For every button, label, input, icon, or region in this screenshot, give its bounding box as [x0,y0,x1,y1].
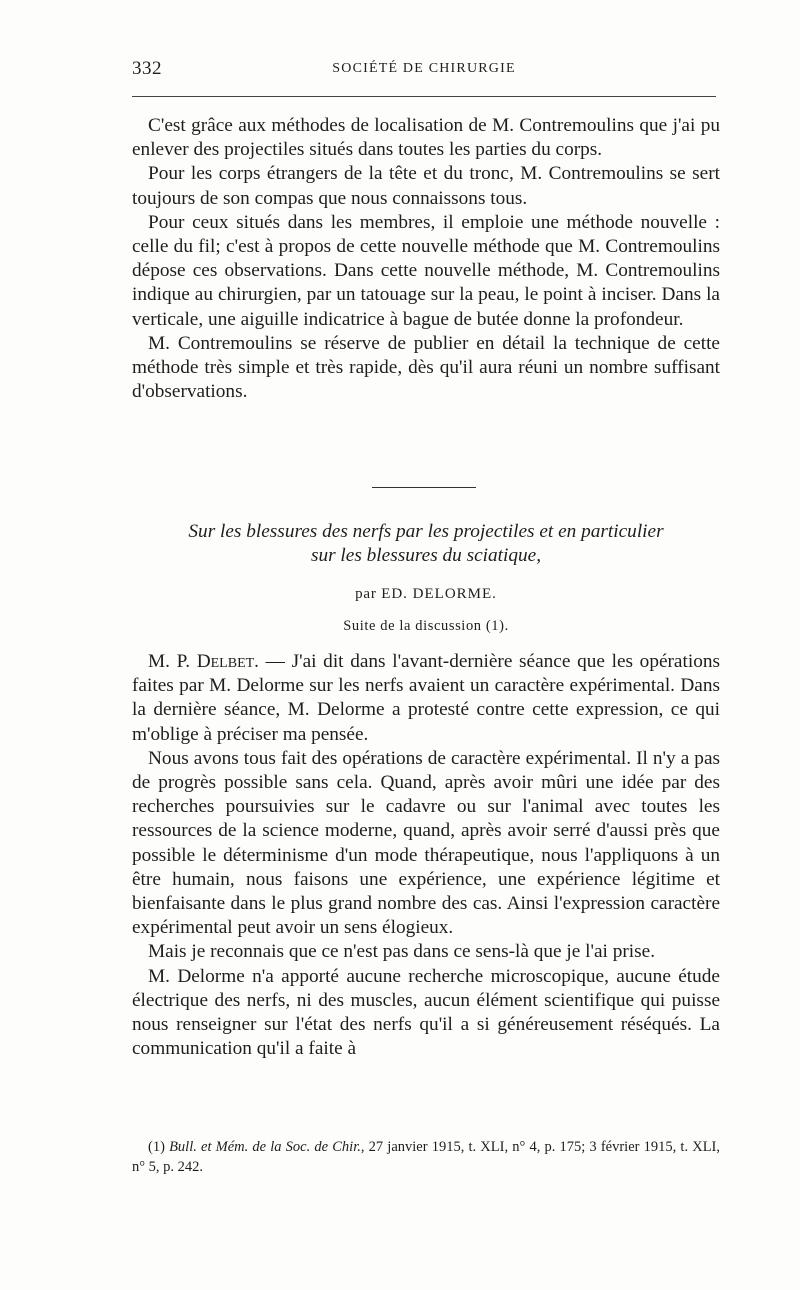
top-section [132,114,720,404]
section-separator [372,487,476,488]
paragraph: Pour ceux situés dans les membres, il emploie une méthode nouvelle : celle du fil; c'est à propos de cette nouvelle méthode que M. Contremoulins dépose ces observations. Dans cette nouvelle méthode, M. Contremoulins indique au chirurgien, par un tatouage sur la peau, le point à inciser. Dans la verticale, une aiguille indicatrice à bague de butée donne la profondeur. [132,211,720,330]
article-title-line-2: sur les blessures du sciatique, [310,545,542,566]
page-number: 332 [132,58,162,79]
author-name: ED. DELORME. [381,586,497,602]
footnote [132,1137,720,1177]
byline-prefix: par [355,586,377,602]
footnote-marker: (1) [148,1139,170,1155]
paragraph: M. Contremoulins se réserve de publier en détail la technique de cette méthode très simple et très rapide, dès qu'il aura réuni un nombre suffisant d'observations. [132,332,720,403]
article-title-line-1: Sur les blessures des nerfs par les projectiles et en particulier [188,521,664,542]
paragraph [132,650,720,747]
paragraph: Mais je reconnais que ce n'est pas dans ce sens-là que je l'ai prise. [148,941,656,963]
speaker-name: M. P. Delbet. [148,651,259,672]
footnote-source: Bull. et Mém. de la Soc. de Chir. [169,1139,361,1155]
article-title [132,520,720,568]
continuation-note: Suite de la discussion (1). [343,618,509,634]
paragraph: C'est grâce aux méthodes de localisation de M. Contremoulins que j'ai pu enlever des projectiles situés dans toutes les parties du corps. [132,115,720,161]
running-head: SOCIÉTÉ DE CHIRURGIE [332,61,516,76]
paragraph: M. Delorme n'a apporté aucune recherche microscopique, aucune étude électrique des nerfs, ni des muscles, aucun élément scientifique qui puisse nous renseigner sur l'état des nerfs qu'il a si généreusement réséqués. La communication qu'il a faite à [132,965,720,1060]
byline [132,586,720,603]
discussion-section [132,650,720,1061]
em-dash: — [259,651,292,672]
footnote-details: , 27 janvier 1915, t. XLI, n° 4, p. 175; 3 février 1915, t. XLI, n° 5, p. 242. [132,1139,721,1175]
page-header [132,58,716,84]
paragraph: Pour les corps étrangers de la tête et du tronc, M. Contremoulins se sert toujours de son compas que nous connaissons tous. [132,163,720,209]
header-rule [132,96,716,97]
paragraph: Nous avons tous fait des opérations de caractère expérimental. Il n'y a pas de progrès possible sans cela. Quand, après avoir mûri une idée par des recherches poursuivies sur le cadavre ou sur l'animal avec toutes les ressources de la science moderne, quand, après avoir serré d'aussi près que possible le déterminisme d'un mode thérapeutique, nous l'appliquons à un être humain, nous faisons une expérience, une expérience légitime et bienfaisante dans le plus grand nombre des cas. Ainsi l'expression caractère expérimental peut avoir un sens élogieux. [132,747,720,939]
paragraph-text: J'ai dit dans l'avant-dernière séance que les opérations faites par M. Delorme sur les nerfs avaient un caractère expérimental. Dans la dernière séance, M. Delorme a protesté contre cette expression, ce qui m'oblige à préciser ma pensée. [132,651,720,745]
footnote-text [132,1137,720,1177]
